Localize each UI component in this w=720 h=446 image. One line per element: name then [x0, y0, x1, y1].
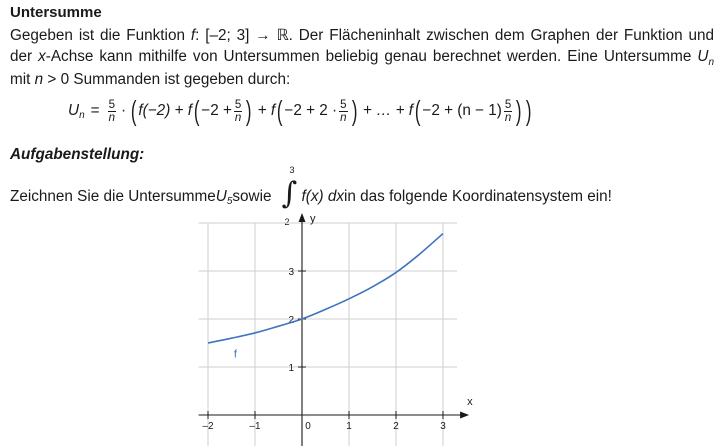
- frac-num: 5: [504, 98, 512, 111]
- formula-lhs-sub: n: [79, 109, 85, 121]
- intro-text-5: > 0 Summanden ist gegeben durch:: [43, 71, 291, 88]
- frac-den: n: [108, 111, 115, 124]
- frac-num: 5: [108, 98, 115, 111]
- paren-open: (: [276, 95, 283, 126]
- intro-text-4: mit: [10, 71, 35, 88]
- y-tick-label: 1: [288, 363, 294, 374]
- paren-close: ): [525, 95, 532, 126]
- function-label-f: f: [233, 348, 237, 361]
- formula-eq: =: [90, 102, 100, 119]
- formula-term-2: −2 +: [201, 102, 232, 119]
- integral-body: f(x) dx: [301, 188, 344, 205]
- intro-u: U: [697, 48, 709, 65]
- integral-upper: 3: [289, 165, 295, 175]
- x-tick-label: 1: [346, 421, 352, 432]
- x-axis-label: x: [467, 396, 473, 408]
- intro-u-sub: n: [708, 57, 714, 68]
- x-axis-arrow: [460, 412, 469, 419]
- task-heading: Aufgabenstellung:: [10, 146, 145, 163]
- paren-open: (: [130, 95, 137, 126]
- paren-open: (: [414, 95, 421, 126]
- formula-term-1: f(−2) + f: [138, 102, 192, 119]
- formula-term-5: + … + f: [362, 102, 414, 119]
- paren-close: ): [246, 95, 252, 126]
- formula-term-4: −2 + 2 ·: [284, 102, 338, 119]
- formula-dot: ·: [120, 102, 127, 119]
- y-axis-arrow: [299, 213, 306, 222]
- intro-f: f: [190, 27, 196, 44]
- formula-term-3: + f: [257, 102, 276, 119]
- paren-close: ): [516, 95, 522, 126]
- formula-lhs: U: [68, 102, 80, 119]
- page-title: Untersumme: [10, 4, 102, 21]
- y-tick-label: 3: [288, 267, 294, 278]
- task-u: U: [215, 188, 227, 205]
- x-tick-label: 0: [305, 421, 311, 432]
- task-text-1: Zeichnen Sie die Untersumme: [10, 188, 216, 205]
- frac-den: n: [504, 111, 512, 124]
- intro-text-1: Gegeben ist die Funktion: [10, 27, 191, 44]
- paren-close: ): [351, 95, 358, 126]
- integral-lower: –2: [279, 217, 290, 227]
- task-text-3: in das folgende Koordinatensystem ein!: [344, 188, 612, 205]
- formula-term-6: −2 + (n − 1): [422, 102, 502, 119]
- paren-open: (: [193, 95, 200, 126]
- intro-text-2: : [–2; 3] → ℝ. Der Flächeninhalt zwischen dem Graphen der Funktion und der: [10, 27, 715, 65]
- frac-num: 5: [340, 98, 347, 111]
- x-tick-label: 2: [393, 421, 399, 432]
- task-u-sub: 5: [226, 195, 233, 207]
- x-tick-label: 3: [440, 421, 446, 432]
- intro-x: x: [38, 48, 46, 65]
- x-tick-label: –1: [249, 421, 261, 432]
- frac-den: n: [340, 111, 347, 124]
- intro-text-3: -Achse kann mithilfe von Untersummen beliebig genau berechnet werden. Eine Untersumme: [45, 48, 698, 65]
- task-text-2: sowie: [232, 188, 272, 205]
- x-tick-label: –2: [202, 421, 214, 432]
- integral-symbol: ∫: [281, 176, 298, 211]
- frac-num: 5: [234, 98, 242, 111]
- y-tick-label: 2: [288, 315, 294, 326]
- intro-n: n: [34, 71, 44, 88]
- function-graph-f: [208, 234, 443, 343]
- y-axis-label: y: [310, 213, 316, 225]
- frac-den: n: [234, 111, 242, 124]
